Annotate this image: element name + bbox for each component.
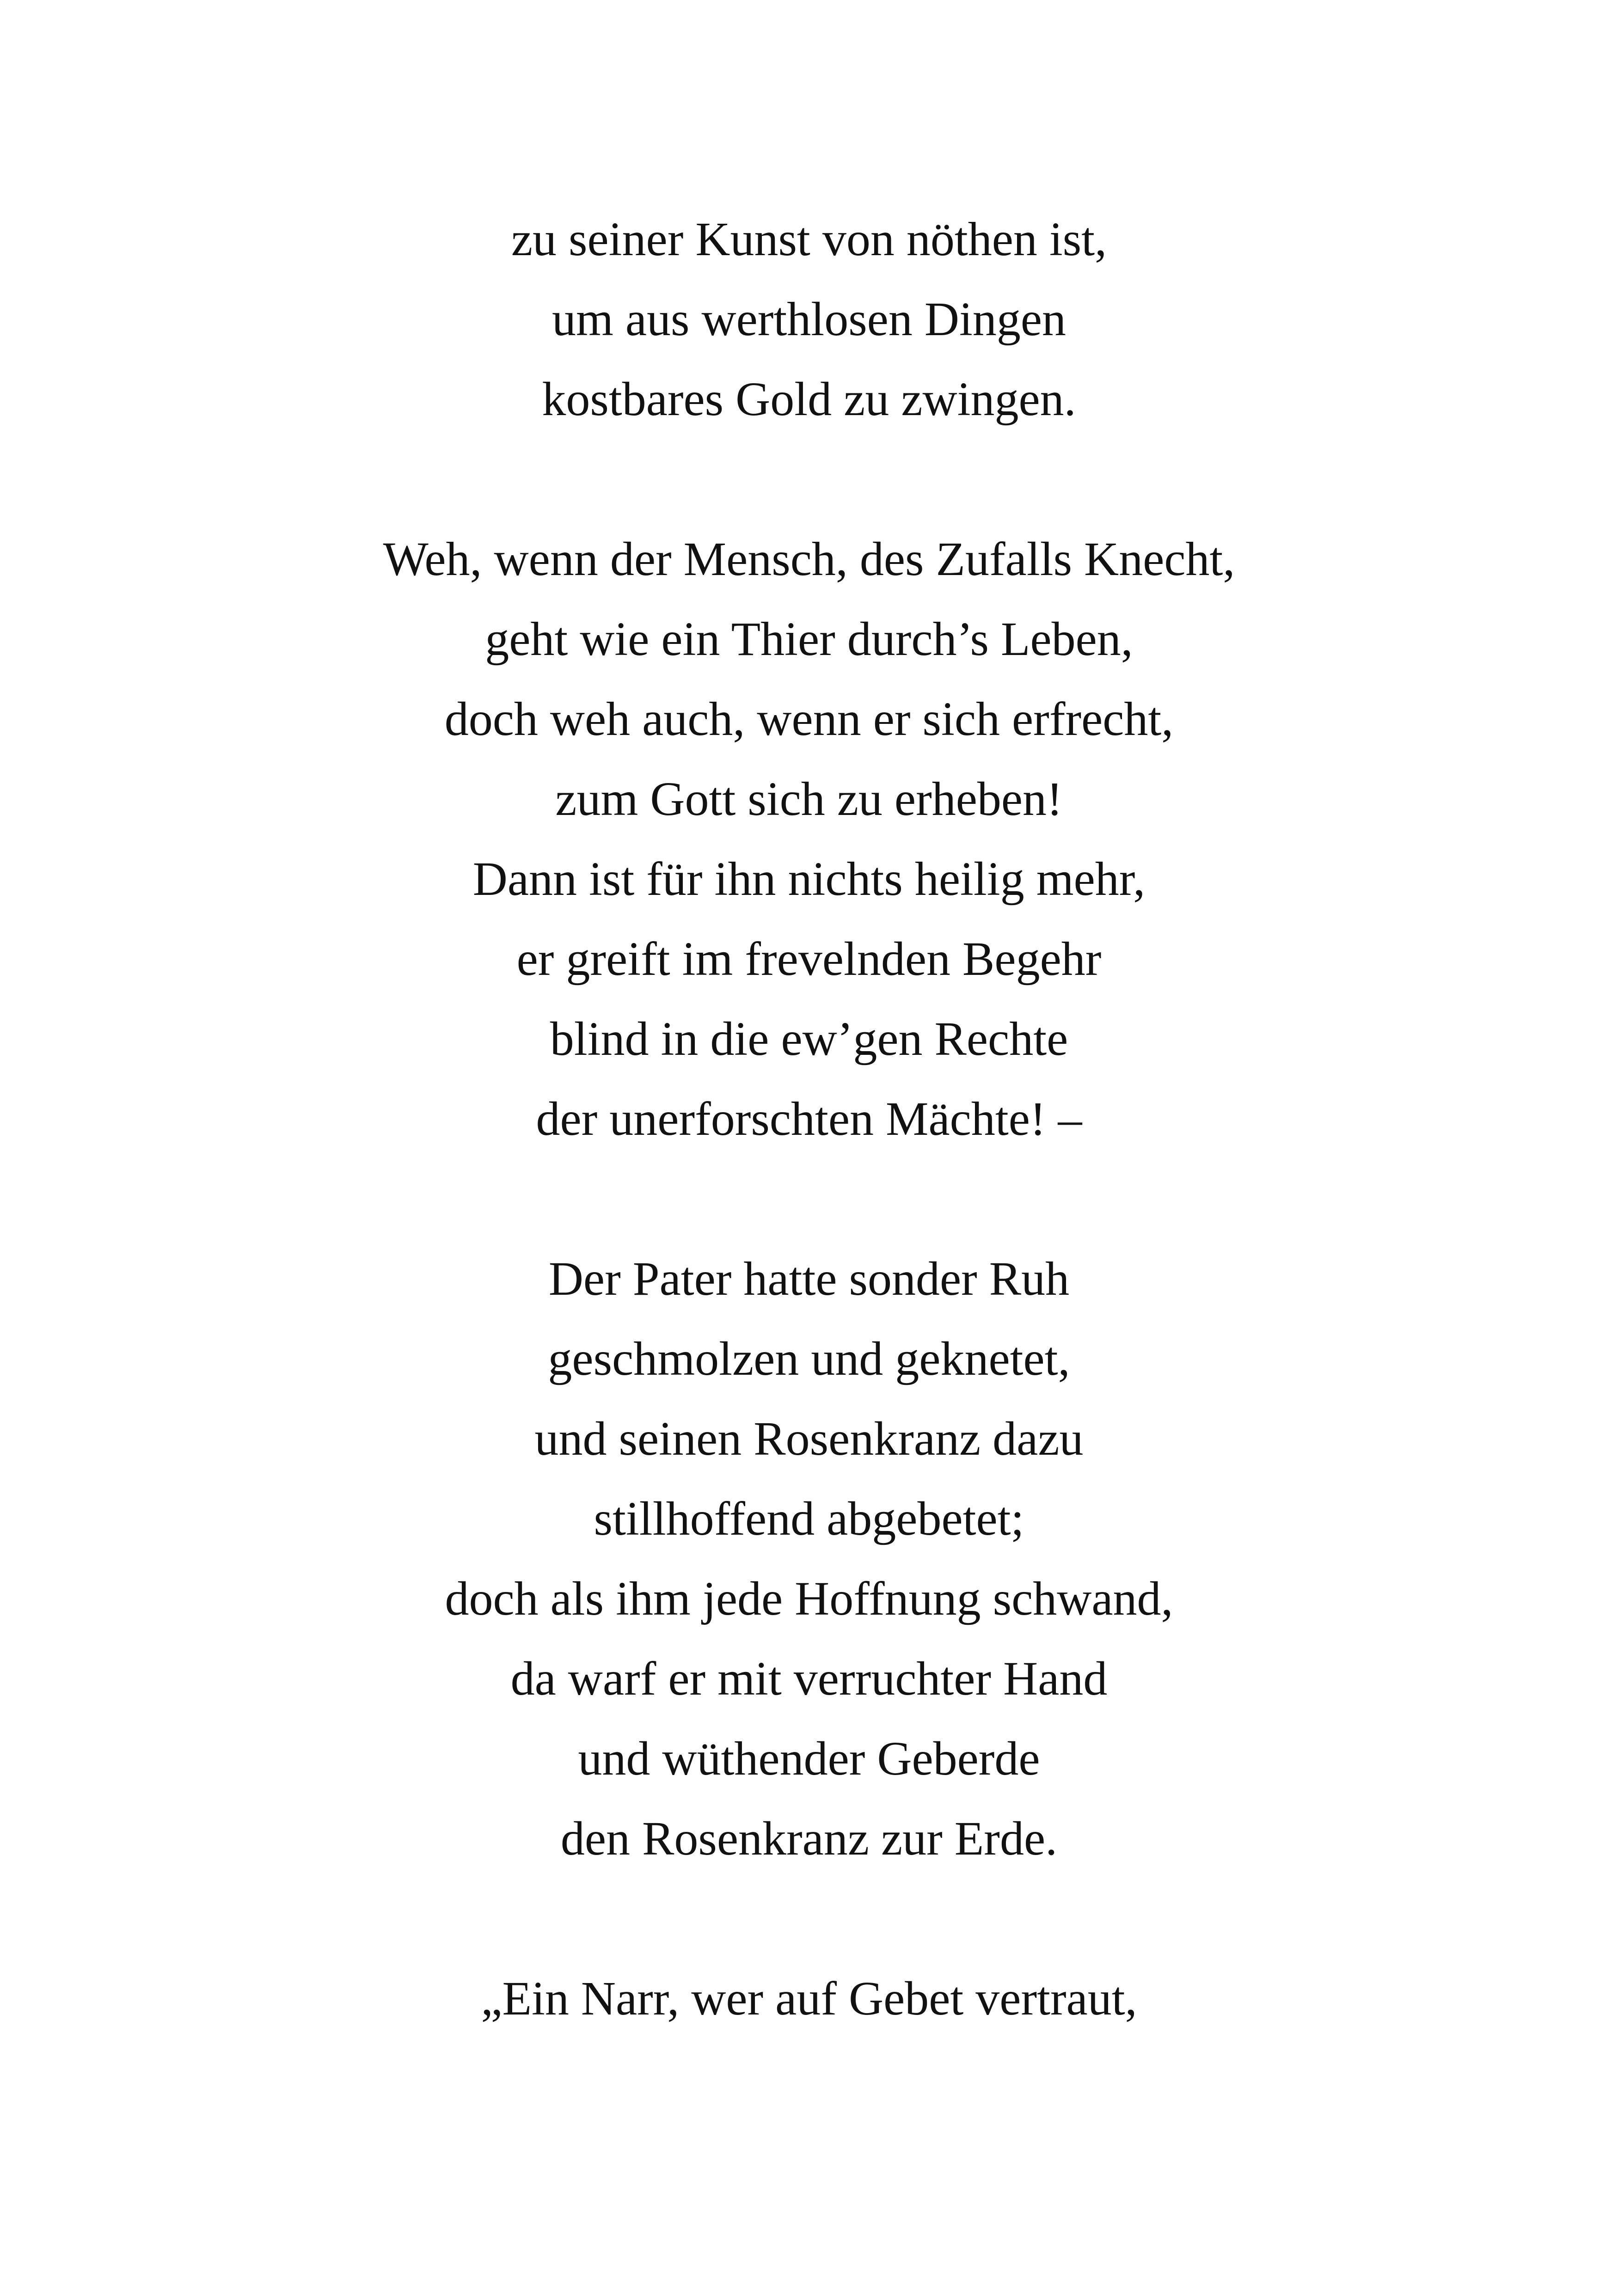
poem-line: Weh, wenn der Mensch, des Zufalls Knecht, — [383, 533, 1235, 586]
poem-line: um aus werthlosen Dingen — [552, 293, 1066, 346]
poem-line: Dann ist für ihn nichts heilig mehr, — [472, 852, 1146, 906]
poem-line: doch als ihm jede Hoffnung schwand, — [445, 1572, 1173, 1625]
poem-line: blind in die ew’gen Rechte — [550, 1012, 1068, 1065]
stanza-4 — [0, 1959, 1618, 2039]
poem-line: den Rosenkranz zur Erde. — [560, 1812, 1058, 1865]
poem-line: stillhoffend abgebetet; — [594, 1492, 1024, 1545]
poem-line: kostbares Gold zu zwingen. — [542, 373, 1076, 426]
stanza-2 — [0, 519, 1618, 1159]
stanza-3 — [0, 1239, 1618, 1879]
poem-line: und seinen Rosenkranz dazu — [534, 1412, 1084, 1465]
poem-line: zu seiner Kunst von nöthen ist, — [511, 213, 1107, 266]
poem-line: und wüthender Geberde — [578, 1732, 1040, 1785]
poem-line: doch weh auch, wenn er sich erfrecht, — [444, 692, 1174, 746]
poem-line: er greift im frevelnden Begehr — [516, 932, 1102, 986]
poem-line: Der Pater hatte sonder Ruh — [548, 1252, 1070, 1305]
poem-line: geht wie ein Thier durch’s Leben, — [485, 612, 1133, 666]
poem-line: „Ein Narr, wer auf Gebet vertraut, — [481, 1972, 1137, 2025]
stanza-1 — [0, 199, 1618, 439]
poem-body — [0, 199, 1618, 2118]
poem-line: zum Gott sich zu erheben! — [555, 772, 1063, 826]
poem-line: da warf er mit verruchter Hand — [510, 1652, 1108, 1705]
poem-line: geschmolzen und geknetet, — [548, 1332, 1070, 1385]
poem-line: der unerforschten Mächte! – — [536, 1092, 1082, 1145]
